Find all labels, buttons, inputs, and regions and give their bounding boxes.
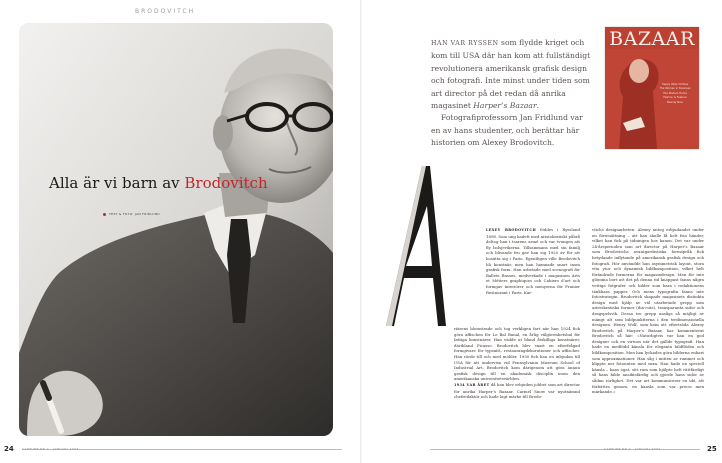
intro-paragraph-2: Fotografiprofessorn Jan Fridlund var en av hans studenter, och berättar här historien om Alexey Brodovitch. bbox=[431, 113, 583, 148]
intro-paragraph-1: HAN VAR RYSSEN som flydde kriget och kom till USA där han kom att fullständigt revolutionera amerikansk grafisk design och fotografi. Inte minst under tiden som art director på det redan då anrika magasinet Harper’s Bazaar. bbox=[431, 38, 591, 111]
page-gutter bbox=[360, 0, 362, 463]
running-head: BRODOVITCH bbox=[135, 8, 196, 15]
headline-name: Brodovitch bbox=[184, 174, 268, 192]
page-number-right: 25 bbox=[707, 445, 717, 453]
body-column-1a: LEXEY BRODOVITCH föddes i Ryssland 1898. Som ung kadett med aristokratiskt påbrå deltog han i tsarens armé och var tvungen att fly bolsjevikerna. Tillsammans med sin familj och blivande fru gav han sig 1920 av för att bosätta sig i Paris. Egentligen ville Brodovitch bli konstnär, men han hamnade snart inom grafisk form. Han arbetade med scenografi för Ballets Russes, medverkade i magasinen Arts et Métiers graphiques och Cahiers d’art och formgav interiörer och menyerna för Prunier Restaurant i Paris. Kar- bbox=[486, 227, 580, 295]
bazaar-cover bbox=[605, 27, 699, 149]
cover-masthead: BAZAAR bbox=[609, 28, 695, 50]
article-headline: Alla är vi barn av Brodovitch bbox=[49, 174, 268, 192]
footer-left: CAPTURE NR 2 · JANUARI 2007 bbox=[22, 447, 79, 451]
portrait-photo bbox=[19, 23, 333, 436]
drop-cap bbox=[386, 166, 446, 326]
cover-lines: Happy Wear Clothes The Woman in Business The Modern Home Fashion & Feature Beauty Now bbox=[659, 83, 691, 104]
body-column-2: vitchs designarbeten. Alexey antog erbjudandet under en förutsättning – att han skulle få helt fria händer, vilket han fick på tidningen hos kanen. Det var under 24-årsperioden som art director på Harper’s Bazaar som Brodovitchs avantgardistiska formspråk fick betydande inflytande på amerikansk grafisk design och fotografi. Hör användde han asymmetrisk layout, stora vita ytor och dynamisk bildkomposition, vilket helt förändrade formerna för magasindesign. Men för inte glömma bort att det på denna tid knappast fanns några vettiga fotgrafer och bilder som bara i redaktionens tänkbara papper. Och mens typografin fanns inte fotostrategin. Brodovitch skapade magasinets distinkta design med hjälp av väl utarbetade grepp som aristokratiska former (dia-cuts), transparanta sidor och dragspelsvik. Dessa tre grepp ansågs så mäjligt av mängt alt som bildpunktterna i den tredimensionella designen. Henry Wolf, som kom att efterträda Alexey Brodovitch på Harper’s Bazaar, har kommenterat Brodovitch så här: «Naturligtvis var han en god designer och en virtuos när det gällde typografi. Han hade en medfödd känsla för eleganta bildflöden och bildkomposition. Men han lyckades göra bilderna enbart som approximationer. Han såg i mitten av rummet och klippte ner fotonuten med suxa. Han hade en speciell känsla – hans ögat, sitt rum som hjälpte helt rättfärdigt så hans bilde ansiktsfärdig och gjorde hans sidor av sådan rörlighet. Det var art kommunicerar en idé, att förbättra genom, en känsla som var precis men märkande.» bbox=[592, 227, 704, 395]
byline: TEXT & FOTO: JAN FRIDLUND bbox=[103, 212, 160, 216]
body-column-1b: riärens blomstrade och tog verkligen fart när han 1924 fick göra affischen för Le Bal Banal, en årlig välgörenhetsbal för fattiga konstnärer. Han vädde ut bland åtskilliga konstnärer, däribland Picasso. Brodovitch blev snart en efterfrågad formgivare för typsnitt, restaurangdekorationer och affischer. Han rörde till och med möbler. 1930 fick han en inbjudan till USA för att undervisa vid Pennsylvania Museum School of Industrial Art. Brodovitch kom därigenom att göra ännun grafisk design till en akademisk disciplin inom den amerikanska universitetsvärlden. 1934 VAR ÅRET då han blev erbjuden jobbet som art director för anrika Harper’s Bazaar. Carmel Snow var nyutnämnd chefredaktör och hade lagt märke till Brodo- bbox=[454, 326, 580, 400]
portrait-illustration bbox=[19, 23, 333, 436]
page-number-left: 24 bbox=[4, 445, 14, 453]
intro-text bbox=[431, 37, 593, 150]
footer-right: CAPTURE NR 2 · JANUARI 2007 bbox=[604, 447, 661, 451]
